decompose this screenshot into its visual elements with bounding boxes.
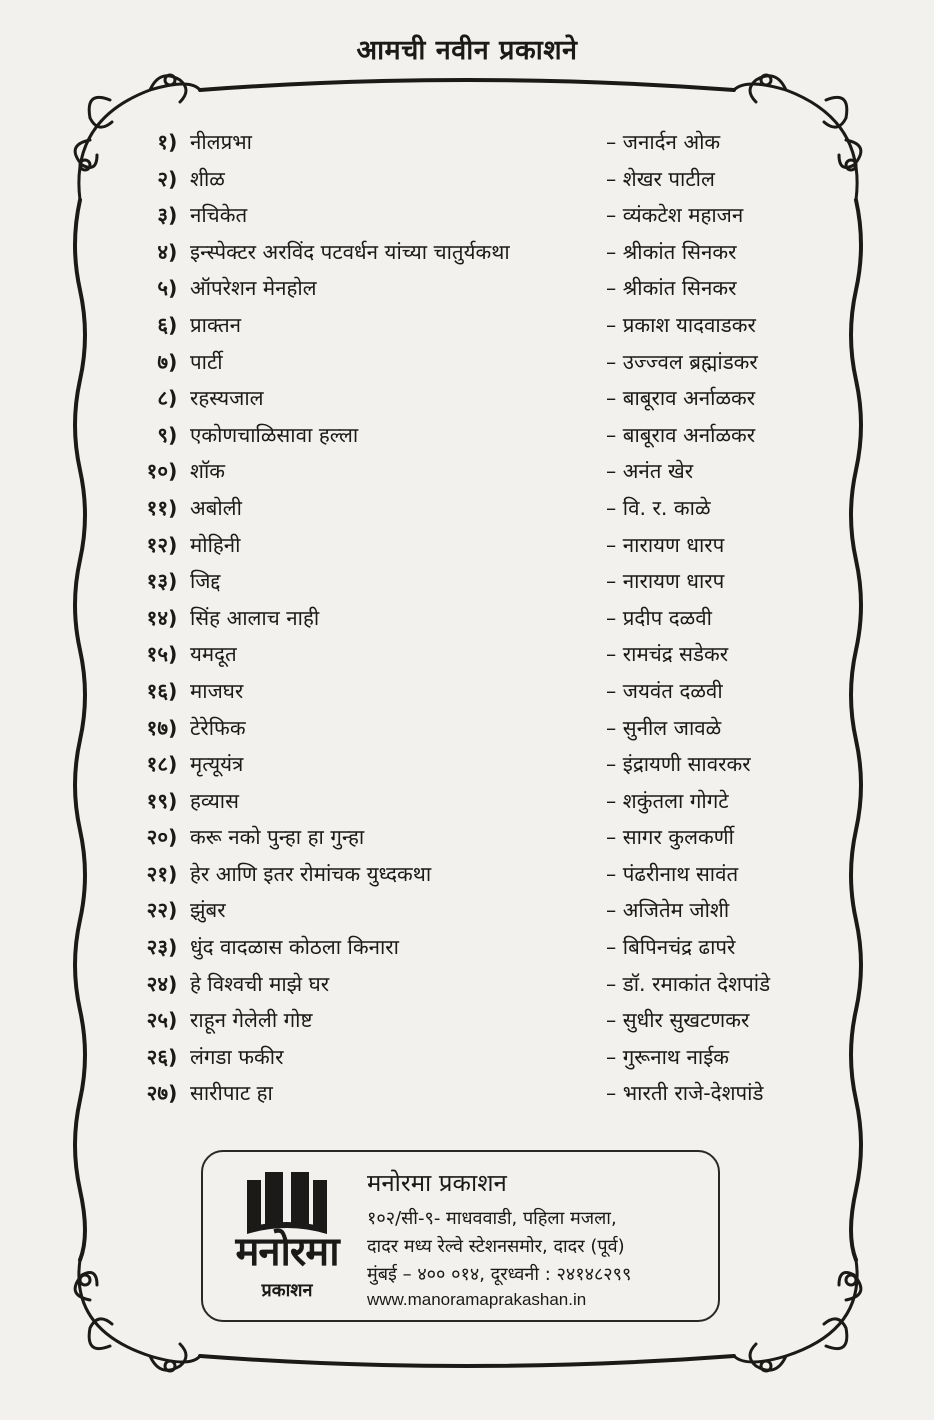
publisher-address-line-2: दादर मध्य रेल्वे स्टेशनसमोर, दादर (पूर्व): [367, 1236, 625, 1257]
book-number-paren: ): [168, 715, 178, 740]
book-list-item: [0, 563, 934, 600]
book-title: अबोली: [190, 495, 242, 520]
publisher-address-line-1: १०२/सी-९- माधववाडी, पहिला मजला,: [367, 1208, 617, 1229]
book-title: नीलप्रभा: [190, 130, 252, 154]
book-number: १४: [146, 605, 168, 630]
book-number: २१: [146, 861, 168, 886]
border-top-line: [200, 80, 734, 90]
book-list: [0, 124, 934, 1112]
book-number: १: [157, 130, 168, 154]
book-title: प्राक्तन: [190, 312, 242, 337]
book-author: – पंढरीनाथ सावंत: [606, 861, 739, 886]
book-title: माजघर: [190, 678, 244, 703]
book-number-paren: ): [168, 239, 178, 264]
publisher-box: [201, 1150, 720, 1322]
book-author: – प्रकाश यादवाडकर: [606, 312, 756, 337]
book-number: १९: [146, 788, 168, 813]
book-number: १०: [146, 459, 168, 484]
book-number: २७: [146, 1081, 168, 1106]
book-number: ७: [157, 349, 168, 374]
book-number-paren: ): [168, 1044, 178, 1069]
book-number: २५: [146, 1008, 168, 1033]
book-title: मोहिनी: [190, 532, 241, 557]
book-list-item: [0, 636, 934, 673]
book-number: १५: [146, 642, 168, 667]
book-author: – शेखर पाटील: [606, 166, 715, 191]
book-author: – सुधीर सुखटणकर: [606, 1008, 750, 1033]
book-number: ९: [157, 422, 168, 447]
book-title: हेर आणि इतर रोमांचक युध्दकथा: [190, 861, 432, 886]
logo-wordmark: मनोरमा: [235, 1229, 339, 1275]
publisher-website-link[interactable]: www.manoramaprakashan.in: [367, 1290, 587, 1309]
book-number: २२: [146, 898, 168, 923]
book-number-paren: ): [168, 166, 178, 191]
border-bottom-line: [200, 1356, 734, 1366]
book-number-paren: ): [168, 1008, 178, 1033]
book-number-paren: ): [168, 752, 178, 777]
book-title: नचिकेत: [190, 203, 248, 228]
corner-flourish-bottom-left: [75, 1260, 200, 1371]
book-number-paren: ): [168, 861, 178, 886]
book-author: – श्रीकांत सिनकर: [606, 239, 737, 264]
book-number-paren: ): [168, 898, 178, 923]
book-list-item: [0, 527, 934, 564]
book-number: ४: [157, 239, 168, 264]
book-list-item: [0, 966, 934, 1003]
book-number: ६: [157, 312, 168, 337]
book-list-item: [0, 417, 934, 454]
page-title: आमची नवीन प्रकाशने: [356, 35, 578, 66]
book-list-item: [0, 856, 934, 893]
book-list-item: [0, 490, 934, 527]
book-author: – इंद्रायणी सावरकर: [606, 752, 751, 777]
book-title: यमदूत: [190, 642, 237, 667]
book-number: २३: [146, 935, 168, 960]
book-title: सिंह आलाच नाही: [190, 605, 320, 630]
book-title: जिद्द: [190, 569, 221, 594]
book-list-item: [0, 819, 934, 856]
book-list-item: [0, 124, 934, 161]
book-number-paren: ): [168, 203, 178, 228]
book-author: – शकुंतला गोगटे: [606, 788, 729, 813]
book-author: – गुरूनाथ नाईक: [606, 1044, 730, 1069]
book-number-paren: ): [168, 495, 178, 520]
book-title: हे विश्वची माझे घर: [190, 971, 330, 996]
book-author: – रामचंद्र सडेकर: [606, 642, 729, 667]
book-title: हव्यास: [190, 788, 239, 813]
book-number-paren: ): [168, 642, 178, 667]
publisher-logo: [217, 1170, 357, 1310]
book-author: – प्रदीप दळवी: [606, 605, 712, 630]
book-number-paren: ): [168, 422, 178, 447]
book-author: – उज्ज्वल ब्रह्मांडकर: [606, 349, 758, 374]
book-number-paren: ): [168, 130, 178, 154]
book-number: २६: [146, 1044, 168, 1069]
book-number-paren: ): [168, 349, 178, 374]
book-author: – अजितेम जोशी: [606, 898, 730, 923]
book-number-paren: ): [168, 459, 178, 484]
book-author: – बिपिनचंद्र ढापरे: [606, 935, 736, 960]
book-number-paren: ): [168, 935, 178, 960]
book-title: मृत्यूयंत्र: [190, 752, 244, 777]
book-list-item: [0, 380, 934, 417]
book-list-item: [0, 600, 934, 637]
book-list-item: [0, 710, 934, 747]
book-title: झुंबर: [190, 898, 226, 923]
book-list-item: [0, 197, 934, 234]
book-number-paren: ): [168, 312, 178, 337]
book-number-paren: ): [168, 1081, 178, 1106]
book-number-paren: ): [168, 532, 178, 557]
book-title: धुंद वादळास कोठला किनारा: [190, 935, 399, 960]
book-author: – जनार्दन ओक: [606, 130, 721, 154]
book-number: २: [157, 166, 168, 191]
book-title: राहून गेलेली गोष्ट: [190, 1008, 313, 1033]
publisher-city-phone: मुंबई – ४०० ०१४, दूरध्वनी : २४१४८२९९: [367, 1264, 632, 1285]
logo-subtitle: प्रकाशन: [261, 1280, 313, 1301]
book-number: ३: [157, 203, 168, 228]
book-number: २०: [146, 825, 168, 850]
book-title: शॉक: [190, 459, 225, 484]
book-author: – बाबूराव अर्नाळकर: [606, 422, 756, 447]
book-title: टेरेफिक: [190, 715, 246, 740]
book-author: – बाबूराव अर्नाळकर: [606, 386, 756, 411]
corner-flourish-bottom-right: [734, 1260, 861, 1371]
book-number-paren: ): [168, 678, 178, 703]
book-author: – सागर कुलकर्णी: [606, 825, 734, 850]
book-number-paren: ): [168, 788, 178, 813]
book-author: – भारती राजे-देशपांडे: [606, 1081, 764, 1106]
book-list-item: [0, 892, 934, 929]
book-number-paren: ): [168, 971, 178, 996]
book-number: १७: [146, 715, 168, 740]
book-author: – अनंत खेर: [606, 459, 694, 484]
book-author: – सुनील जावळे: [606, 715, 722, 740]
book-number-paren: ): [168, 825, 178, 850]
book-author: – जयवंत दळवी: [606, 678, 723, 703]
book-number: २४: [146, 971, 168, 996]
book-number: १६: [146, 678, 168, 703]
book-title: करू नको पुन्हा हा गुन्हा: [190, 825, 365, 850]
book-number-paren: ): [168, 276, 178, 301]
book-number: १८: [146, 752, 168, 777]
book-title: शीळ: [190, 166, 225, 191]
book-list-item: [0, 929, 934, 966]
publisher-name: मनोरमा प्रकाशन: [367, 1169, 507, 1197]
book-list-item: [0, 270, 934, 307]
book-list-item: [0, 1075, 934, 1112]
book-list-item: [0, 161, 934, 198]
book-list-item: [0, 1002, 934, 1039]
book-title: ऑपरेशन मेनहोल: [190, 276, 317, 301]
book-title: एकोणचाळिसावा हल्ला: [190, 422, 359, 447]
book-list-item: [0, 453, 934, 490]
book-author: – नारायण धारप: [606, 569, 725, 594]
book-list-item: [0, 673, 934, 710]
book-list-item: [0, 344, 934, 381]
book-title: इन्स्पेक्टर अरविंद पटवर्धन यांच्या चातुर्यकथा: [190, 239, 510, 264]
book-number: ८: [157, 386, 168, 411]
book-list-item: [0, 234, 934, 271]
book-number-paren: ): [168, 605, 178, 630]
book-author: – वि. र. काळे: [606, 495, 711, 520]
book-list-item: [0, 746, 934, 783]
book-number-paren: ): [168, 569, 178, 594]
book-list-item: [0, 307, 934, 344]
book-number: ११: [146, 495, 168, 520]
book-author: – व्यंकटेश महाजन: [606, 203, 744, 228]
book-author: – नारायण धारप: [606, 532, 725, 557]
book-number-paren: ): [168, 386, 178, 411]
book-title: सारीपाट हा: [190, 1081, 273, 1106]
book-title: पार्टी: [190, 349, 223, 374]
book-title: रहस्यजाल: [190, 386, 264, 411]
book-number: १३: [146, 569, 168, 594]
book-author: – डॉ. रमाकांत देशपांडे: [606, 971, 771, 996]
book-number: ५: [157, 276, 168, 301]
book-list-item: [0, 783, 934, 820]
book-author: – श्रीकांत सिनकर: [606, 276, 737, 301]
book-number: १२: [146, 532, 168, 557]
book-list-item: [0, 1039, 934, 1076]
book-title: लंगडा फकीर: [190, 1044, 284, 1069]
